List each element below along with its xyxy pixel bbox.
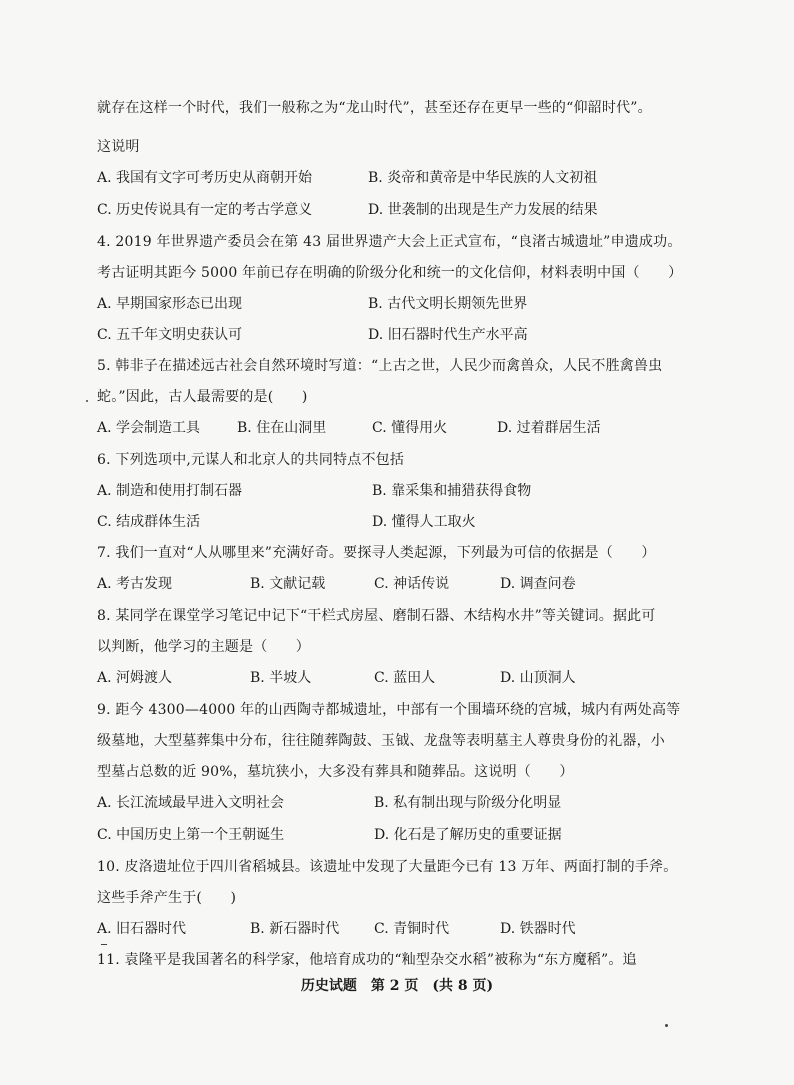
q4-option-c: C. 五千年文明史获认可 [97, 327, 243, 343]
q5-option-b: B. 住在山洞里 [237, 420, 327, 436]
q10-option-a: A. 旧石器时代 [97, 921, 187, 937]
q5-option-c: C. 懂得用火 [372, 420, 448, 436]
q3-option-d: D. 世袭制的出现是生产力发展的结果 [368, 202, 598, 218]
q7-option-a: A. 考古发现 [97, 576, 173, 592]
q11-stem-1: 11. 袁隆平是我国著名的科学家，他培育成功的“籼型杂交水稻”被称为“东方魔稻”。追 [97, 952, 637, 968]
q4-option-a: A. 早期国家形态已出现 [97, 296, 243, 312]
q10-stem-2: 这些手斧产生于( ) [97, 890, 237, 906]
q10-option-d: D. 铁器时代 [500, 921, 576, 937]
q3-option-b: B. 炎帝和黄帝是中华民族的人文初祖 [368, 170, 598, 186]
q9-option-a: A. 长江流域最早进入文明社会 [97, 795, 285, 811]
q7-option-d: D. 调查问卷 [500, 576, 576, 592]
q5-option-d: D. 过着群居生活 [497, 420, 601, 436]
intro-line-2: 这说明 [97, 139, 140, 155]
q9-stem-3: 型墓占总数的近 90%，墓坑狭小，大多没有葬具和随葬品。这说明（ ） [97, 764, 574, 780]
intro-line-1: 就存在这样一个时代，我们一般称之为“龙山时代”，甚至还存在更早一些的“仰韶时代”。 [97, 100, 652, 116]
q9-option-c: C. 中国历史上第一个王朝诞生 [97, 827, 285, 843]
q9-stem-1: 9. 距今 4300—4000 年的山西陶寺都城遗址，中部有一个围墙环绕的宫城，城内有两处高等 [97, 702, 681, 718]
q6-option-b: B. 靠采集和捕猎获得食物 [372, 483, 532, 499]
q5-stem-1: 5. 韩非子在描述远古社会自然环境时写道：“上古之世，人民少而禽兽众，人民不胜禽兽虫 [97, 358, 663, 374]
q9-stem-2: 级墓地，大型墓葬集中分布，往往随葬陶鼓、玉钺、龙盘等表明墓主人尊贵身份的礼器，小 [97, 733, 665, 749]
q5-option-a: A. 学会制造工具 [97, 420, 201, 436]
q10-option-c: C. 青铜时代 [374, 921, 450, 937]
q3-option-c: C. 历史传说具有一定的考古学意义 [97, 202, 313, 218]
q8-stem-2: 以判断，他学习的主题是（ ） [97, 639, 310, 655]
q6-stem-1: 6. 下列选项中,元谋人和北京人的共同特点不包括 [97, 452, 405, 468]
q3-option-a: A. 我国有文字可考历史从商朝开始 [97, 170, 313, 186]
q10-option-b: B. 新石器时代 [250, 921, 340, 937]
q8-option-a: A. 河姆渡人 [97, 670, 173, 686]
q6-option-c: C. 结成群体生活 [97, 514, 201, 530]
q9-option-b: B. 私有制出现与阶级分化明显 [374, 795, 562, 811]
q4-option-b: B. 古代文明长期领先世界 [368, 296, 528, 312]
q7-option-b: B. 文献记载 [250, 576, 326, 592]
q8-stem-1: 8. 某同学在课堂学习笔记中记下“干栏式房屋、磨制石器、木结构水井”等关键词。据此可 [97, 608, 656, 624]
q4-option-d: D. 旧石器时代生产水平高 [368, 327, 528, 343]
scan-speck [101, 944, 107, 945]
scan-speck [665, 1024, 668, 1027]
q8-option-c: C. 蓝田人 [374, 670, 436, 686]
page-footer: 历史试题 第 2 页 (共 8 页) [300, 978, 494, 994]
q7-stem-1: 7. 我们一直对“人从哪里来”充满好奇。要探寻人类起源，下列最为可信的依据是（ ） [97, 545, 656, 561]
q4-stem-2: 考古证明其距今 5000 年前已存在明确的阶级分化和统一的文化信仰，材料表明中国（ ） [97, 265, 683, 281]
scan-speck [86, 400, 88, 402]
q5-stem-2: 蛇。”因此，古人最需要的是( ) [97, 389, 308, 405]
q9-option-d: D. 化石是了解历史的重要证据 [374, 827, 562, 843]
q8-option-b: B. 半坡人 [250, 670, 312, 686]
q6-option-d: D. 懂得人工取火 [372, 514, 476, 530]
q7-option-c: C. 神话传说 [374, 576, 450, 592]
q10-stem-1: 10. 皮洛遗址位于四川省稻城县。该遗址中发现了大量距今已有 13 万年、两面打制的手斧。 [97, 859, 678, 875]
q8-option-d: D. 山顶洞人 [500, 670, 576, 686]
q4-stem-1: 4. 2019 年世界遗产委员会在第 43 届世界遗产大会上正式宣布，“良渚古城遗址”申遗成功。 [97, 234, 682, 250]
q6-option-a: A. 制造和使用打制石器 [97, 483, 243, 499]
